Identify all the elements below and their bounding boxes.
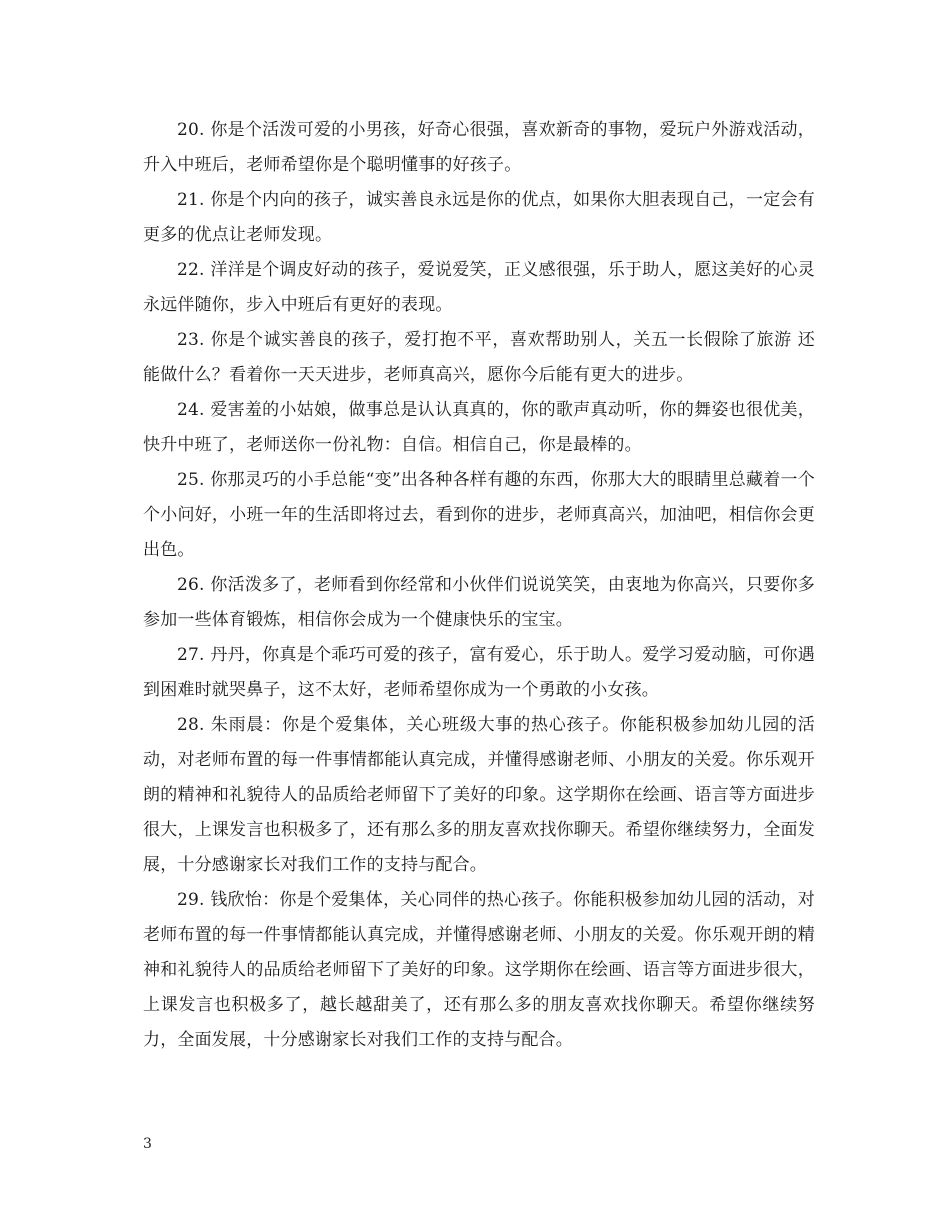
paragraph-28: 28. 朱雨晨：你是个爱集体，关心班级大事的热心孩子。你能积极参加幼儿园的活动，对老师布置的每一件事情都能认真完成，并懂得感谢老师、小朋友的关爱。你乐观开朗的精神和礼貌待人的品质给老师留下了美好的印象。这学期你在绘画、语言等方面进步很大，上课发言也积极多了，还有那么多的朋友喜欢找你聊天。希望你继续努力，全面发展，十分感谢家长对我们工作的支持与配合。 <box>143 715 815 875</box>
paragraph-29: 29. 钱欣怡：你是个爱集体，关心同伴的热心孩子。你能积极参加幼儿园的活动，对老师布置的每一件事情都能认真完成，并懂得感谢老师、小朋友的关爱。你乐观开朗的精神和礼貌待人的品质给老师留下了美好的印象。这学期你在绘画、语言等方面进步很大，上课发言也积极多了，越长越甜美了，还有那么多的朋友喜欢找你聊天。希望你继续努力，全面发展，十分感谢家长对我们工作的支持与配合。 <box>143 890 815 1050</box>
paragraph-22: 22. 洋洋是个调皮好动的孩子，爱说爱笑，正义感很强，乐于助人，愿这美好的心灵永远伴随你，步入中班后有更好的表现。 <box>143 260 815 315</box>
paragraph-26: 26. 你活泼多了，老师看到你经常和小伙伴们说说笑笑，由衷地为你高兴，只要你多参加一些体育锻炼，相信你会成为一个健康快乐的宝宝。 <box>143 575 815 630</box>
paragraph-25: 25. 你那灵巧的小手总能“变”出各种各样有趣的东西，你那大大的眼睛里总藏着一个个小问好，小班一年的生活即将过去，看到你的进步，老师真高兴，加油吧，相信你会更出色。 <box>143 470 815 560</box>
paragraph-21: 21. 你是个内向的孩子，诚实善良永远是你的优点，如果你大胆表现自己，一定会有更多的优点让老师发现。 <box>143 190 815 245</box>
document-body <box>143 113 815 1058</box>
paragraph-24: 24. 爱害羞的小姑娘，做事总是认认真真的，你的歌声真动听，你的舞姿也很优美，快升中班了，老师送你一份礼物：自信。相信自己，你是最棒的。 <box>143 400 815 455</box>
paragraph-20: 20. 你是个活泼可爱的小男孩，好奇心很强，喜欢新奇的事物，爱玩户外游戏活动，升入中班后，老师希望你是个聪明懂事的好孩子。 <box>143 120 815 175</box>
page-number: 3 <box>143 1136 152 1152</box>
paragraph-23: 23. 你是个诚实善良的孩子，爱打抱不平，喜欢帮助别人，关五一长假除了旅游 还能做什么？看着你一天天进步，老师真高兴，愿你今后能有更大的进步。 <box>143 330 815 385</box>
paragraph-27: 27. 丹丹，你真是个乖巧可爱的孩子，富有爱心，乐于助人。爱学习爱动脑，可你遇到困难时就哭鼻子，这不太好，老师希望你成为一个勇敢的小女孩。 <box>143 645 815 700</box>
